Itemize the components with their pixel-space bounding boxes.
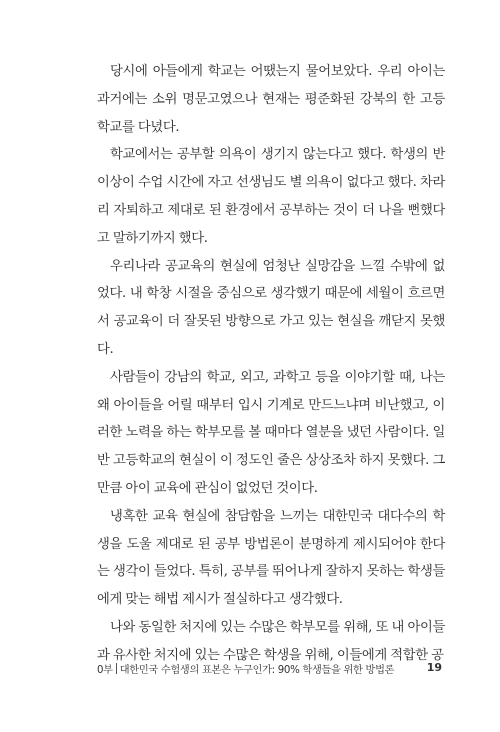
page-footer <box>97 661 442 679</box>
footer-chapter-title: 대한민국 수험생의 표본은 누구인가: 90% 학생들을 위한 방법론 <box>119 665 395 676</box>
running-footer <box>97 661 394 676</box>
footer-part-label: 0부 <box>97 665 113 676</box>
paragraph: 당시에 아들에게 학교는 어땠는지 물어보았다. 우리 아이는 과거에는 소위 명문고였으나 현재는 평준화된 강북의 한 고등학교를 다녔다. <box>97 64 445 135</box>
body-text <box>97 58 445 670</box>
footer-separator <box>116 663 117 674</box>
paragraph: 냉혹한 교육 현실에 참담함을 느끼는 대한민국 대다수의 학생을 도울 제대로 된 공부 방법론이 분명하게 제시되어야 한다는 생각이 들었다. 특히, 공부를 뛰어나게 잘하지 못하는 학생들에게 맞는 해법 제시가 절실하다고 생각했다. <box>97 508 445 608</box>
paragraph: 나와 동일한 처지에 있는 수많은 학부모를 위해, 또 내 아이들과 유사한 처지에 있는 수많은 학생을 위해, 이들에게 적합한 공 <box>97 619 445 663</box>
paragraph: 학교에서는 공부할 의욕이 생기지 않는다고 했다. 학생의 반 이상이 수업 시간에 자고 선생님도 별 의욕이 없다고 했다. 차라리 자퇴하고 제대로 된 환경에서 공부하는 것이 더 나을 뻔했다고 말하기까지 했다. <box>97 147 445 246</box>
paragraph: 사람들이 강남의 학교, 외고, 과학고 등을 이야기할 때, 나는 왜 아이들을 어릴 때부터 입시 기계로 만드느냐며 비난했고, 이러한 노력을 하는 학부모를 볼 때마다 열분을 냈던 사람이다. 일반 고등학교의 현실이 이 정도인 줄은 상상조차 하지 못했다. 그만큼 아이 교육에 관심이 없었던 것이다. <box>97 369 445 496</box>
page-number: 19 <box>426 661 442 674</box>
paragraph: 우리나라 공교육의 현실에 엄청난 실망감을 느낄 수밖에 없었다. 내 학창 시절을 중심으로 생각했기 때문에 세월이 흐르면서 공교육이 더 잘못된 방향으로 가고 있는 현실을 깨닫지 못했다. <box>97 258 445 357</box>
